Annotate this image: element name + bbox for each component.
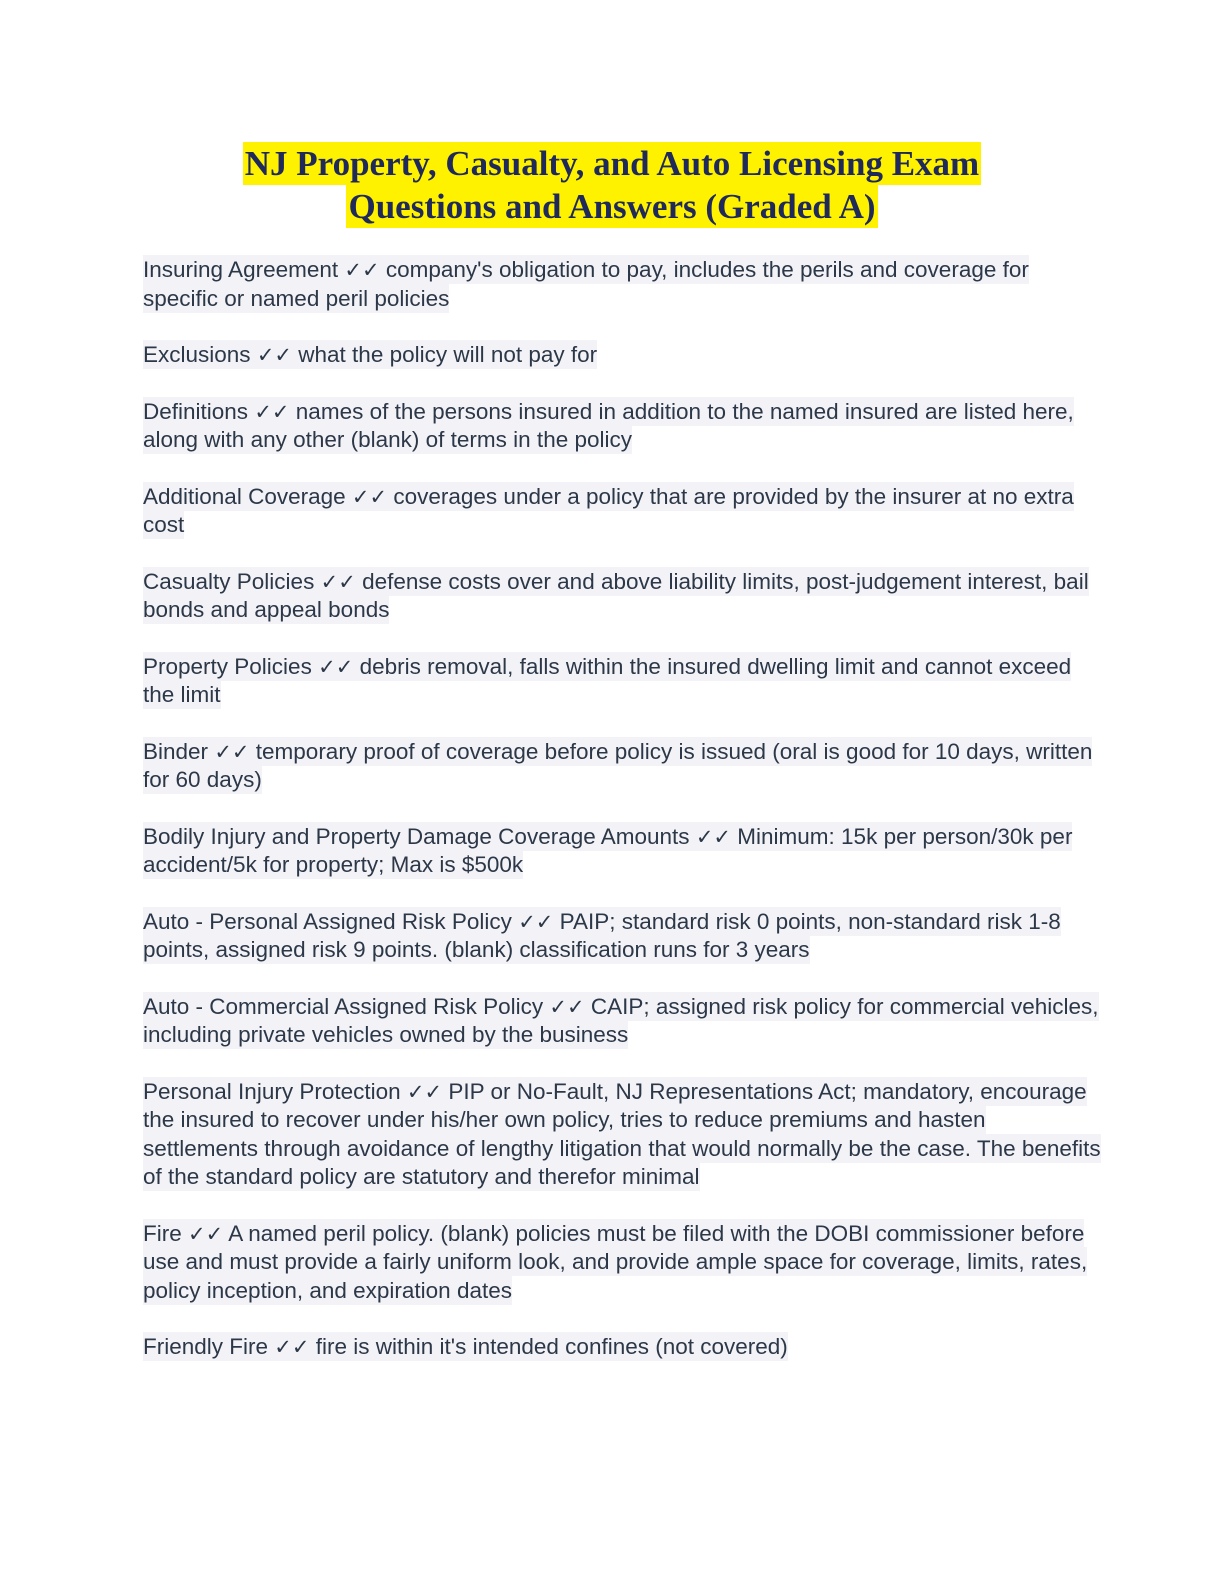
qa-term: Fire xyxy=(143,1220,182,1246)
qa-list xyxy=(143,256,1103,1390)
checkmark-icon: ✓✓ xyxy=(214,739,250,764)
qa-term: Casualty Policies xyxy=(143,568,315,594)
qa-term: Insuring Agreement xyxy=(143,257,339,282)
qa-term: Property Policies xyxy=(143,653,312,679)
checkmark-icon: ✓✓ xyxy=(320,569,356,594)
checkmark-icon: ✓✓ xyxy=(256,343,293,367)
qa-answer: A named peril policy. (blank) policies must be filed with the DOBI commissioner before use and must provide a fairly uniform look, and provide ample space for coverage, limits, rates, policy inception, and expiration dates xyxy=(143,1220,1088,1303)
qa-answer: PIP or No-Fault, NJ Representations Act; mandatory, encourage the insured to recover under his/her own policy, tries to reduce premiums and hasten settlements through avoidance of lengthy litigation that would normally be the case. The benefits of the standard policy are statutory and therefor minimal xyxy=(143,1078,1101,1189)
qa-term: Definitions xyxy=(143,398,249,424)
qa-item xyxy=(143,341,1103,370)
checkmark-icon: ✓✓ xyxy=(406,1079,443,1104)
checkmark-icon: ✓✓ xyxy=(549,994,585,1019)
qa-answer: fire is within it's intended confines (not covered) xyxy=(315,1334,788,1359)
qa-item xyxy=(143,398,1103,455)
title-line-2: Questions and Answers (Graded A) xyxy=(348,187,876,226)
checkmark-icon: ✓✓ xyxy=(188,1221,224,1246)
qa-answer: PAIP; standard risk 0 points, non-standard risk 1-8 points, assigned risk 9 points. (blank) classification runs for 3 years xyxy=(143,908,1061,962)
qa-item xyxy=(143,738,1103,795)
qa-answer: names of the persons insured in addition to the named insured are listed here, along with any other (blank) of terms in the policy xyxy=(143,398,1074,452)
qa-term: Bodily Injury and Property Damage Coverage Amounts xyxy=(143,823,690,849)
qa-answer: company's obligation to pay, includes the perils and coverage for specific or named peril policies xyxy=(143,257,1029,311)
qa-term: Additional Coverage xyxy=(143,483,346,509)
qa-answer: defense costs over and above liability limits, post-judgement interest, bail bonds and appeal bonds xyxy=(143,568,1089,622)
qa-answer: coverages under a policy that are provided by the insurer at no extra cost xyxy=(143,483,1074,537)
qa-term: Personal Injury Protection xyxy=(143,1078,401,1104)
qa-item xyxy=(143,653,1103,710)
checkmark-icon: ✓✓ xyxy=(351,484,388,509)
qa-item xyxy=(143,483,1103,540)
qa-term: Exclusions xyxy=(143,342,251,367)
title-line-1: NJ Property, Casualty, and Auto Licensing Exam xyxy=(244,144,980,183)
qa-item xyxy=(143,568,1103,625)
qa-item xyxy=(143,1078,1103,1192)
qa-answer: Minimum: 15k per person/30k per accident/5k for property; Max is $500k xyxy=(143,823,1073,877)
page-title xyxy=(0,142,1224,228)
checkmark-icon: ✓✓ xyxy=(518,909,554,934)
checkmark-icon: ✓✓ xyxy=(695,824,732,849)
qa-item xyxy=(143,256,1103,313)
qa-item xyxy=(143,993,1103,1050)
qa-item xyxy=(143,823,1103,880)
checkmark-icon: ✓✓ xyxy=(254,399,290,424)
qa-item xyxy=(143,1333,1103,1362)
qa-term: Auto - Personal Assigned Risk Policy xyxy=(143,908,512,934)
qa-answer: what the policy will not pay for xyxy=(298,342,598,367)
qa-item xyxy=(143,1220,1103,1306)
qa-answer: temporary proof of coverage before policy is issued (oral is good for 10 days, written for 60 days) xyxy=(143,738,1093,792)
checkmark-icon: ✓✓ xyxy=(274,1335,310,1359)
qa-term: Binder xyxy=(143,738,209,764)
checkmark-icon: ✓✓ xyxy=(318,654,354,679)
qa-answer: debris removal, falls within the insured dwelling limit and cannot exceed the limit xyxy=(143,653,1072,707)
qa-term: Auto - Commercial Assigned Risk Policy xyxy=(143,993,544,1019)
qa-item xyxy=(143,908,1103,965)
checkmark-icon: ✓✓ xyxy=(344,258,380,282)
qa-term: Friendly Fire xyxy=(143,1334,269,1359)
qa-answer: CAIP; assigned risk policy for commercial vehicles, including private vehicles owned by the business xyxy=(143,993,1099,1047)
